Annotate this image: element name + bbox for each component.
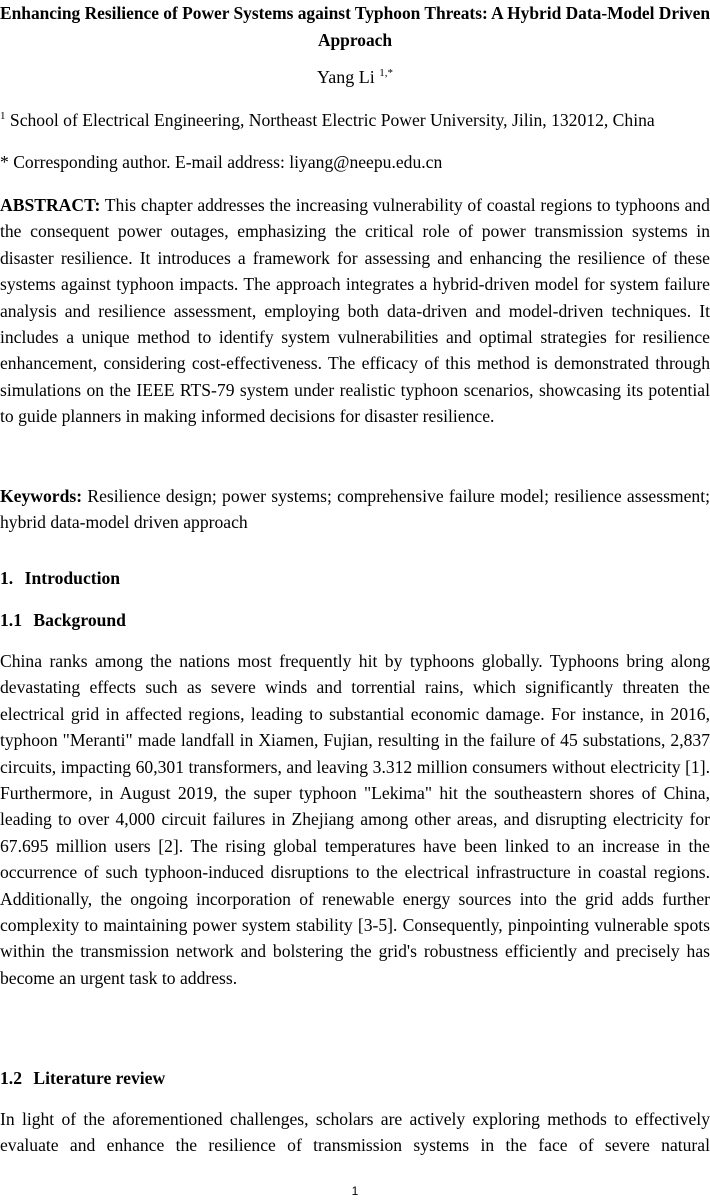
abstract-text: This chapter addresses the increasing vulnerability of coastal regions to typhoons and the consequent power outages, emphasizing the critical role of power transmission systems in disaster resilience. It introduces a framework for assessing and enhancing the resilience of these systems against typhoon impacts. The approach integrates a hybrid-driven model for system failure analysis and resilience assessment, employing both data-driven and model-driven techniques. It includes a unique method to identify system vulnerabilities and optimal strategies for resilience enhancement, considering cost-effectiveness. The efficacy of this method is demonstrated through simulations on the IEEE RTS-79 system under realistic typhoon scenarios, showcasing its potential to guide planners in making informed decisions for disaster resilience. (0, 195, 710, 427)
section-title: Introduction (24, 568, 121, 588)
paper-title: Enhancing Resilience of Power Systems against Typhoon Threats: A Hybrid Data-Model Driven Approach (0, 3, 710, 50)
corresponding-author: * Corresponding author. E-mail address: liyang@neepu.edu.cn (0, 152, 443, 172)
keywords-text: Resilience design; power systems; comprehensive failure model; resilience assessment; hybrid data-model driven approach (0, 486, 710, 533)
background-paragraph: China ranks among the nations most frequently hit by typhoons globally. Typhoons bring along devastating effects such as severe winds and torrential rains, which significantly threaten the electrical grid in affected regions, leading to substantial economic damage. For instance, in 2016, typhoon "Meranti" made landfall in Xiamen, Fujian, resulting in the failure of 45 substations, 2,837 circuits, impacting 60,301 transformers, and leaving 3.312 million consumers without electricity [1]. Furthermore, in August 2019, the super typhoon "Lekima" hit the southeastern shores of China, leading to over 4,000 circuit failures in Zhejiang among other areas, and disrupting electricity for 67.695 million users [2]. The rising global temperatures have been linked to an increase in the occurrence of such typhoon-induced disruptions to the electrical infrastructure in coastal regions. Additionally, the ongoing incorporation of renewable energy sources into the grid adds further complexity to maintaining power system stability [3-5]. Consequently, pinpointing vulnerable spots within the transmission network and bolstering the grid's robustness efficiently and precisely has become an urgent task to address. (0, 651, 710, 988)
section-number: 1.2 (0, 1068, 22, 1088)
section-number: 1. (0, 568, 14, 588)
section-number: 1.1 (0, 610, 22, 630)
author-name: Yang Li (317, 67, 375, 87)
keywords-label: Keywords: (0, 486, 83, 506)
abstract-label: ABSTRACT: (0, 195, 101, 215)
affiliation (0, 107, 710, 133)
keywords (0, 483, 710, 536)
affiliation-marker: 1 (0, 110, 6, 122)
section-title: Literature review (33, 1068, 166, 1088)
page-number: 1 (351, 1184, 359, 1198)
abstract (0, 192, 710, 430)
literature-review-paragraph: In light of the aforementioned challenges, scholars are actively exploring methods to effectively evaluate and enhance the resilience of transmission systems in the face of severe natural (0, 1109, 710, 1156)
author-superscript: 1,* (379, 67, 393, 79)
section-heading-introduction (0, 565, 120, 591)
section-heading-background (0, 607, 126, 633)
affiliation-text: School of Electrical Engineering, Northeast Electric Power University, Jilin, 132012, China (9, 110, 655, 130)
section-heading-literature-review (0, 1065, 165, 1091)
section-title: Background (33, 610, 126, 630)
author-line (0, 64, 710, 90)
